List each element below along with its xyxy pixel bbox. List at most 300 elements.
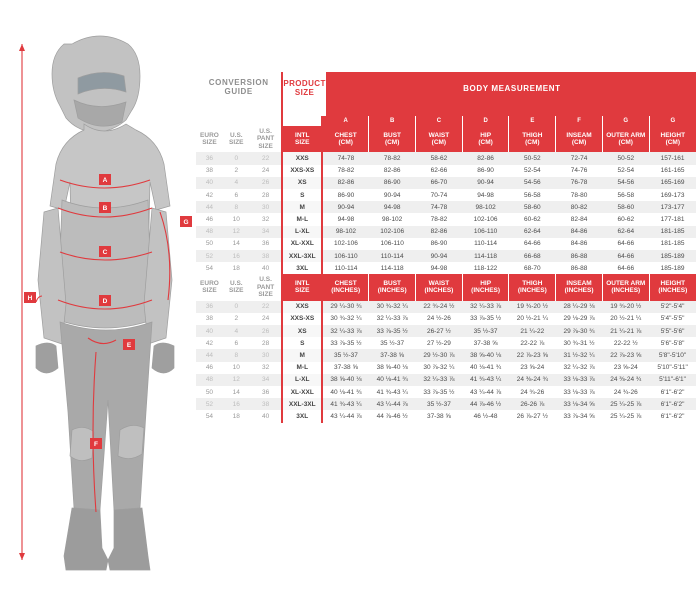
cell-conv-1: 0 (223, 301, 250, 313)
col-header-thigh-cm-: THIGH (CM) (509, 126, 556, 152)
letter-badge: D (481, 117, 490, 126)
cell-measure-1: 106-110 (380, 240, 404, 248)
cell-intl-size: XS (282, 325, 322, 337)
table-row (196, 262, 696, 274)
cell-measure-5: 74-76 (570, 167, 588, 175)
cell-measure-0: 78-82 (337, 167, 355, 175)
cell-measure-5: 76-78 (556, 177, 603, 189)
cell-measure-2: 35 ½-37 (416, 398, 463, 410)
cell-measure-6: 54-56 (602, 177, 649, 189)
cell-conv-0: 42 (205, 191, 214, 199)
cell-measure-6: 23 ⅝-24 (613, 364, 638, 372)
letter-badge: G (621, 117, 630, 126)
cell-measure-6: 22-22 ½ (613, 339, 638, 347)
cell-conv-1: 14 (232, 388, 240, 396)
cell-conv-2: 24 (261, 315, 270, 323)
cell-measure-6: 56-58 (617, 191, 635, 199)
cell-measure-1: 114-118 (380, 264, 404, 272)
cell-measure-3: 32 ¼-33 ⅞ (462, 301, 509, 313)
cell-conv-2: 38 (250, 398, 283, 410)
conversion-guide-title: CONVERSION GUIDE (208, 78, 269, 96)
cell-measure-1: 40 ⅛-41 ¾ (369, 374, 416, 386)
column-header-row (196, 126, 696, 152)
col-header-intl-size: INTL SIZE (282, 126, 322, 152)
cm-body (196, 152, 696, 274)
cell-conv-2: 30 (250, 201, 283, 213)
cell-measure-4: 20 ½-21 ¼ (516, 315, 548, 323)
table-row (196, 325, 696, 337)
cell-measure-0: 33 ⅞-35 ½ (330, 339, 362, 347)
cell-measure-7: 161-165 (660, 167, 685, 175)
cell-measure-6: 25 ¼-25 ⅞ (610, 412, 642, 420)
cell-intl-size: XXS (282, 152, 322, 164)
cell-measure-7: 181-185 (660, 240, 685, 248)
col-header-outer-arm-inches-: OUTER ARM (INCHES) (602, 274, 649, 300)
letter-badge-a-0 (322, 116, 369, 126)
cell-measure-2: 33 ⅞-35 ½ (423, 388, 455, 396)
cell-measure-2: 94-98 (430, 264, 448, 272)
cell-measure-0: 98-102 (322, 226, 369, 238)
cell-measure-0: 32 ¼-33 ⅞ (322, 325, 369, 337)
body-measurement-title: BODY MEASUREMENT (327, 72, 696, 104)
cell-measure-1: 37-38 ⅝ (369, 349, 416, 361)
cell-conv-2: 36 (261, 388, 270, 396)
cell-conv-2: 36 (261, 240, 270, 248)
cell-conv-1: 2 (234, 167, 239, 175)
cell-measure-2: 58-62 (416, 152, 463, 164)
cell-measure-7: 5'5"-5'6" (649, 325, 696, 337)
letter-badge-g-7 (649, 116, 696, 126)
cell-measure-3: 44 ⅞-46 ½ (462, 398, 509, 410)
cell-conv-0: 50 (205, 240, 214, 248)
cell-conv-0: 44 (196, 349, 223, 361)
cell-intl-size: S (282, 337, 322, 349)
svg-text:E: E (126, 342, 132, 349)
cell-measure-7: 181-185 (649, 226, 696, 238)
col-header-bust-cm-: BUST (CM) (369, 126, 416, 152)
svg-text:D: D (102, 298, 108, 305)
cell-measure-6: 25 ¼-25 ⅞ (602, 398, 649, 410)
cell-measure-1: 94-98 (369, 201, 416, 213)
letter-badge: A (341, 117, 350, 126)
cell-measure-4: 56-58 (524, 191, 541, 199)
cell-conv-2: 40 (261, 412, 270, 420)
cell-measure-0: 82-86 (322, 177, 369, 189)
svg-text:H: H (27, 295, 33, 302)
table-row (196, 177, 696, 189)
table-row (196, 386, 696, 398)
cell-conv-0: 42 (205, 339, 214, 347)
cell-measure-0: 37-38 ⅝ (334, 364, 358, 372)
cell-conv-2: 38 (250, 250, 283, 262)
cell-measure-3: 114-118 (462, 250, 509, 262)
cell-conv-0: 36 (196, 152, 223, 164)
cell-conv-1: 0 (223, 152, 250, 164)
cell-measure-7: 165-169 (649, 177, 696, 189)
cell-conv-0: 40 (196, 177, 223, 189)
cell-measure-3: 33 ⅞-35 ½ (470, 315, 502, 323)
cell-measure-5: 32 ¼-32 ⅞ (563, 364, 595, 372)
letter-badge: C (434, 117, 443, 126)
col-header-hip-cm-: HIP (CM) (462, 126, 509, 152)
cell-measure-4: 24 ¾-26 (520, 388, 545, 396)
cell-conv-2: 22 (250, 301, 283, 313)
cell-conv-1: 6 (234, 191, 239, 199)
cell-intl-size: 3XL (282, 262, 322, 274)
cell-measure-5: 84-86 (570, 240, 588, 248)
letter-badge-b-1 (369, 116, 416, 126)
cell-measure-3: 98-102 (462, 201, 509, 213)
table-header (196, 72, 696, 116)
cell-measure-0: 94-98 (337, 215, 355, 223)
cell-conv-1: 16 (223, 398, 250, 410)
letter-badge: E (528, 117, 537, 126)
cell-conv-2: 28 (261, 339, 270, 347)
size-table (196, 72, 696, 116)
cell-conv-0: 38 (205, 167, 214, 175)
cell-measure-7: 5'6"-5'8" (660, 339, 685, 347)
cell-measure-7: 5'8"-5'10" (649, 349, 696, 361)
cell-intl-size: S (282, 189, 322, 201)
cell-measure-4: 26-26 ⅞ (509, 398, 556, 410)
cell-measure-0: 43 ¼-44 ⅞ (330, 412, 362, 420)
cell-measure-6: 64-66 (617, 240, 635, 248)
cell-measure-6: 21 ¼-21 ⅞ (602, 325, 649, 337)
letter-badge-f-5 (556, 116, 603, 126)
cell-conv-1: 14 (232, 240, 240, 248)
svg-text:F: F (94, 441, 98, 448)
col-header-chest-cm-: CHEST (CM) (322, 126, 369, 152)
cell-measure-1: 98-102 (382, 215, 403, 223)
marker-d (99, 295, 111, 306)
cell-measure-5: 82-84 (570, 215, 588, 223)
cell-measure-1: 43 ¼-44 ⅞ (369, 398, 416, 410)
cell-measure-4: 21 ¼-22 (509, 325, 556, 337)
table-row (196, 410, 696, 422)
svg-text:C: C (102, 249, 108, 256)
cell-measure-0: 102-106 (334, 240, 358, 248)
svg-text:A: A (102, 177, 108, 184)
cell-measure-6: 19 ¾-20 ½ (602, 301, 649, 313)
cell-conv-1: 12 (223, 374, 250, 386)
table-row (196, 152, 696, 164)
letter-badge: F (575, 117, 584, 126)
size-chart-table (196, 72, 696, 423)
table-row (196, 301, 696, 313)
cell-measure-7: 5'10"-5'11" (657, 364, 688, 372)
cell-measure-2: 26-27 ½ (416, 325, 463, 337)
cell-measure-2: 32 ¼-33 ⅞ (416, 374, 463, 386)
cell-measure-3: 41 ¾-43 ¼ (462, 374, 509, 386)
cell-measure-5: 33 ⅛-33 ⅞ (563, 388, 595, 396)
letter-badge: G (668, 117, 677, 126)
cell-intl-size: M-L (282, 213, 322, 225)
cell-intl-size: L-XL (282, 374, 322, 386)
marker-g (180, 216, 192, 227)
cell-intl-size: M (282, 349, 322, 361)
cell-measure-1: 38 ⅝-40 ⅛ (376, 364, 408, 372)
cell-measure-4: 68-70 (524, 264, 541, 272)
cell-measure-2: 70-74 (430, 191, 448, 199)
col-header-outer-arm-cm-: OUTER ARM (CM) (602, 126, 649, 152)
letter-badge-e-4 (509, 116, 556, 126)
cell-conv-0: 52 (196, 398, 223, 410)
cell-measure-1: 78-82 (369, 152, 416, 164)
col-header-inseam-cm-: INSEAM (CM) (556, 126, 603, 152)
cell-measure-5: 31 ½-32 ¼ (556, 349, 603, 361)
cell-measure-1: 102-106 (369, 226, 416, 238)
cell-measure-2: 22 ¾-24 ½ (416, 301, 463, 313)
cell-conv-2: 30 (250, 349, 283, 361)
cell-measure-3: 35 ½-37 (462, 325, 509, 337)
letter-badge-g-6 (602, 116, 649, 126)
cell-conv-1: 4 (223, 325, 250, 337)
marker-f (90, 438, 102, 449)
cell-measure-2: 29 ½-30 ⅞ (416, 349, 463, 361)
cell-measure-3: 106-110 (462, 226, 509, 238)
header-letter-row (196, 104, 696, 116)
cell-measure-0: 74-78 (322, 152, 369, 164)
cell-measure-4: 22 ⅞-23 ⅝ (509, 349, 556, 361)
cell-intl-size: XXS-XS (282, 165, 322, 177)
cell-measure-1: 33 ⅞-35 ½ (369, 325, 416, 337)
cell-measure-0: 40 ⅛-41 ¾ (330, 388, 362, 396)
col-header-height-inches-: HEIGHT (INCHES) (649, 274, 696, 300)
cell-measure-2: 90-94 (416, 250, 463, 262)
cell-measure-6: 60-62 (617, 215, 635, 223)
cell-measure-6: 24 ¾-26 (613, 388, 638, 396)
cell-measure-3: 110-114 (474, 240, 498, 248)
cell-measure-7: 173-177 (649, 201, 696, 213)
cell-measure-2: 62-66 (430, 167, 448, 175)
cell-intl-size: XL-XXL (282, 386, 322, 398)
cell-measure-6: 64-66 (602, 250, 649, 262)
table-row (196, 337, 696, 349)
table-row (196, 250, 696, 262)
cell-conv-2: 26 (250, 177, 283, 189)
cell-conv-2: 26 (250, 325, 283, 337)
table-row (196, 313, 696, 325)
cell-conv-1: 10 (232, 364, 240, 372)
table-row (196, 213, 696, 225)
cell-measure-1: 110-114 (369, 250, 416, 262)
cell-measure-1: 44 ⅞-46 ½ (376, 412, 408, 420)
cell-measure-3: 43 ¼-44 ⅞ (470, 388, 502, 396)
cell-intl-size: XS (282, 177, 322, 189)
cell-measure-4: 58-60 (509, 201, 556, 213)
cell-conv-1: 8 (223, 201, 250, 213)
cell-conv-2: 40 (261, 264, 270, 272)
column-header-row (196, 274, 696, 300)
cell-conv-0: 50 (205, 388, 214, 396)
cell-measure-7: 5'11"-6'1" (649, 374, 696, 386)
cell-measure-5: 33 ⅛-34 ⅝ (556, 398, 603, 410)
table-row (196, 165, 696, 177)
cell-conv-0: 48 (196, 226, 223, 238)
cell-measure-1: 82-86 (383, 167, 401, 175)
svg-text:G: G (183, 219, 189, 226)
cell-measure-5: 80-82 (556, 201, 603, 213)
cell-measure-0: 90-94 (322, 201, 369, 213)
col-header-conv-2: U.S. PANT SIZE (250, 126, 283, 152)
cell-measure-6: 64-66 (617, 264, 635, 272)
cell-measure-6: 20 ½-21 ¼ (610, 315, 642, 323)
cell-measure-5: 33 ⅞-34 ⅝ (563, 412, 595, 420)
letter-badge-d-3 (462, 116, 509, 126)
letter-badge: B (388, 117, 397, 126)
marker-e (123, 339, 135, 350)
cell-measure-5: 86-88 (570, 264, 588, 272)
cell-measure-5: 72-74 (556, 152, 603, 164)
cell-measure-5: 78-80 (570, 191, 588, 199)
cell-measure-2: 30 ⅞-32 ¼ (423, 364, 455, 372)
table-row (196, 349, 696, 361)
cell-measure-7: 6'1"-6'2" (660, 412, 685, 420)
cell-measure-1: 32 ¼-33 ⅞ (376, 315, 408, 323)
cell-conv-2: 32 (261, 364, 270, 372)
cell-conv-0: 48 (196, 374, 223, 386)
cell-intl-size: M-L (282, 362, 322, 374)
cell-measure-3: 86-90 (477, 167, 494, 175)
letter-badge-row (196, 116, 696, 126)
cell-measure-4: 52-54 (524, 167, 541, 175)
cell-intl-size: XXL-3XL (282, 250, 322, 262)
cell-measure-2: 78-82 (430, 215, 448, 223)
cell-measure-7: 185-189 (649, 250, 696, 262)
col-header-bust-inches-: BUST (INCHES) (369, 274, 416, 300)
cell-measure-3: 94-98 (477, 191, 494, 199)
marker-h (24, 292, 36, 303)
product-size-title: PRODUCT SIZE (282, 72, 326, 104)
col-header-conv-0: EURO SIZE (196, 126, 223, 152)
col-header-conv-2: U.S. PANT SIZE (250, 274, 283, 300)
col-header-waist-inches-: WAIST (INCHES) (416, 274, 463, 300)
col-header-thigh-inches-: THIGH (INCHES) (509, 274, 556, 300)
cell-measure-4: 50-52 (509, 152, 556, 164)
cell-measure-7: 177-181 (660, 215, 685, 223)
cell-conv-0: 40 (196, 325, 223, 337)
cell-measure-2: 37-38 ⅝ (426, 412, 451, 420)
col-header-chest-inches-: CHEST (INCHES) (322, 274, 369, 300)
cell-measure-4: 19 ¾-20 ½ (509, 301, 556, 313)
table-row (196, 238, 696, 250)
cell-measure-3: 82-86 (462, 152, 509, 164)
cell-intl-size: M (282, 201, 322, 213)
cell-measure-7: 5'4"-5'5" (660, 315, 685, 323)
cell-conv-2: 28 (261, 191, 270, 199)
cell-measure-2: 24 ½-26 (426, 315, 451, 323)
cell-measure-0: 38 ⅝-40 ⅛ (322, 374, 369, 386)
cell-measure-7: 6'1"-6'2" (660, 388, 685, 396)
cell-measure-0: 110-114 (334, 264, 358, 272)
cell-measure-2: 86-90 (430, 240, 448, 248)
in-body (196, 301, 696, 423)
cm-table (196, 116, 696, 423)
cell-conv-2: 22 (250, 152, 283, 164)
cell-measure-5: 86-88 (556, 250, 603, 262)
cell-conv-1: 10 (232, 215, 240, 223)
col-header-conv-1: U.S. SIZE (223, 126, 250, 152)
cell-measure-4: 54-56 (509, 177, 556, 189)
cell-measure-0: 41 ¾-43 ¼ (322, 398, 369, 410)
cell-conv-0: 54 (205, 412, 214, 420)
cell-conv-1: 6 (234, 339, 239, 347)
cell-measure-1: 86-90 (369, 177, 416, 189)
cell-intl-size: 3XL (282, 410, 322, 422)
cell-measure-4: 23 ⅝-24 (520, 364, 545, 372)
cell-measure-4: 66-68 (509, 250, 556, 262)
table-row (196, 398, 696, 410)
table-row (196, 201, 696, 213)
cell-measure-4: 62-64 (509, 226, 556, 238)
cell-conv-1: 18 (232, 264, 240, 272)
cell-measure-3: 40 ⅛-41 ¾ (470, 364, 502, 372)
cell-measure-4: 60-62 (524, 215, 541, 223)
table-row (196, 189, 696, 201)
cell-conv-0: 36 (196, 301, 223, 313)
cell-measure-2: 74-78 (416, 201, 463, 213)
cell-measure-4: 64-66 (524, 240, 541, 248)
cell-measure-3: 102-106 (473, 215, 498, 223)
cell-measure-4: 22-22 ⅞ (520, 339, 545, 347)
cell-measure-7: 185-189 (660, 264, 685, 272)
cell-measure-2: 66-70 (416, 177, 463, 189)
cell-measure-6: 62-64 (602, 226, 649, 238)
cell-intl-size: XXS-XS (282, 313, 322, 325)
table-row (196, 362, 696, 374)
cell-measure-1: 30 ¾-32 ¼ (369, 301, 416, 313)
cell-intl-size: XXS (282, 301, 322, 313)
svg-text:B: B (102, 205, 108, 212)
cell-measure-6: 50-52 (602, 152, 649, 164)
col-header-inseam-inches-: INSEAM (INCHES) (556, 274, 603, 300)
cell-measure-5: 33 ⅛-33 ⅞ (556, 374, 603, 386)
col-header-waist-cm-: WAIST (CM) (416, 126, 463, 152)
cell-conv-2: 32 (261, 215, 270, 223)
col-header-height-cm-: HEIGHT (CM) (649, 126, 696, 152)
cell-measure-6: 22 ⅞-23 ⅝ (602, 349, 649, 361)
cell-measure-0: 29 ¼-30 ¾ (322, 301, 369, 313)
cell-measure-4: 26 ⅞-27 ½ (516, 412, 548, 420)
cell-measure-7: 5'2"-5'4" (649, 301, 696, 313)
col-header-intl-size: INTL SIZE (282, 274, 322, 300)
table-row (196, 226, 696, 238)
cell-conv-0: 46 (205, 215, 214, 223)
letter-badge-c-2 (416, 116, 463, 126)
cell-measure-3: 37-38 ⅝ (473, 339, 498, 347)
cell-conv-0: 38 (205, 315, 214, 323)
cell-conv-1: 18 (232, 412, 240, 420)
cell-conv-1: 2 (234, 315, 239, 323)
col-header-hip-inches-: HIP (INCHES) (462, 274, 509, 300)
cell-measure-6: 24 ⅜-24 ¾ (602, 374, 649, 386)
cell-measure-5: 84-86 (556, 226, 603, 238)
cell-conv-1: 4 (223, 177, 250, 189)
cell-conv-2: 34 (250, 226, 283, 238)
col-header-conv-0: EURO SIZE (196, 274, 223, 300)
cell-measure-6: 52-54 (617, 167, 635, 175)
cell-conv-0: 46 (205, 364, 214, 372)
cell-measure-1: 90-94 (383, 191, 401, 199)
cell-conv-1: 12 (223, 226, 250, 238)
cell-intl-size: L-XL (282, 226, 322, 238)
cell-measure-0: 30 ¾-32 ¼ (330, 315, 362, 323)
cell-measure-2: 82-86 (416, 226, 463, 238)
cell-conv-0: 54 (205, 264, 214, 272)
cell-measure-7: 6'1"-6'2" (649, 398, 696, 410)
cell-measure-6: 58-60 (602, 201, 649, 213)
cell-conv-0: 44 (196, 201, 223, 213)
